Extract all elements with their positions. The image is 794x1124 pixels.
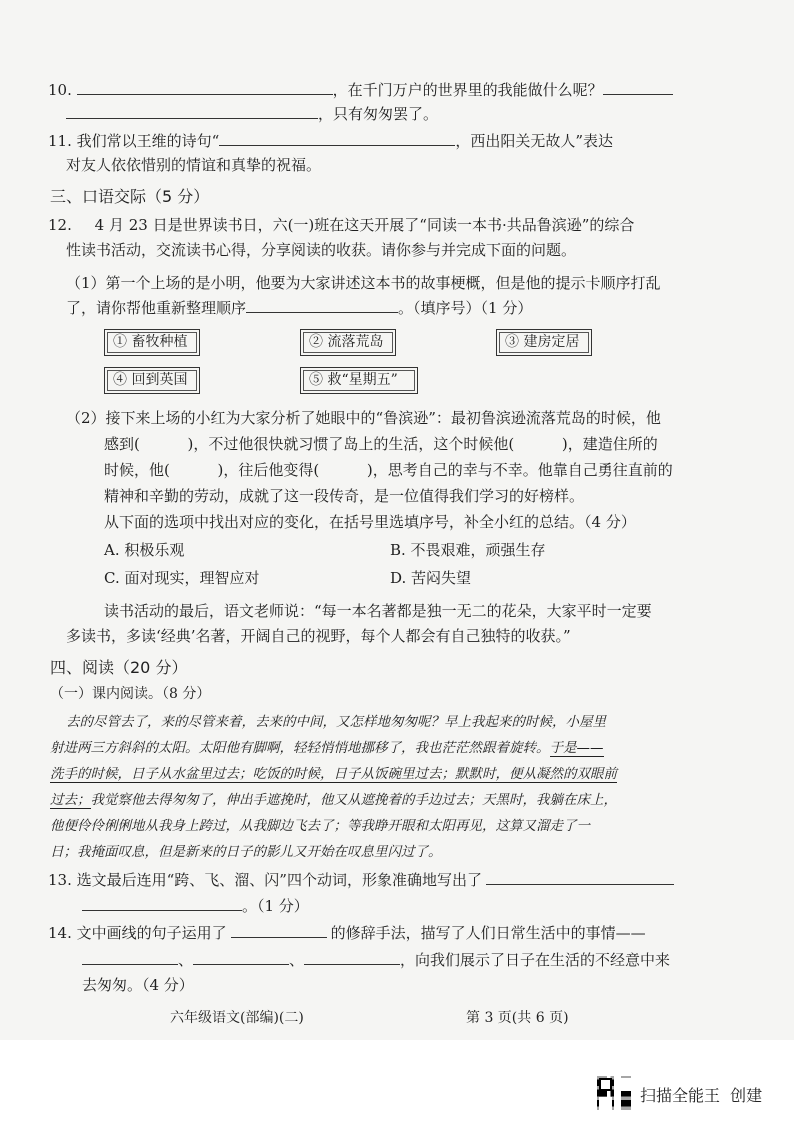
- question-13-line2: [82, 896, 309, 916]
- question-13: [48, 870, 674, 890]
- page-footer-right: 第 3 页(共 6 页): [466, 1010, 569, 1026]
- question-text: 了，请你帮他重新整理顺序: [66, 299, 247, 317]
- underlined-sentence: 过去；: [50, 792, 91, 808]
- question-10: [48, 80, 673, 100]
- passage-line: 过去；我觉察他去得匆匆了，伸出手遮挽时，他又从遮挽着的手边过去；天黑时，我躺在床上，: [50, 792, 617, 808]
- qr-code-icon: [597, 1076, 631, 1110]
- question-text: （1）第一个上场的是小明，他要为大家讲述这本书的故事梗概，但是他的提示卡顺序打乱: [66, 274, 661, 292]
- question-text: 从下面的选项中找出对应的变化，在括号里选填序号，补全小红的总结。（4 分）: [104, 513, 636, 531]
- question-text: 时候，他( )，往后他变得( )，思考自己的幸与不幸。他靠自己勇往直前的: [104, 461, 673, 479]
- answer-blank[interactable]: [486, 871, 674, 885]
- answer-blank[interactable]: [603, 81, 673, 95]
- question-text: 我们常以王维的诗句“: [76, 132, 220, 150]
- question-12-part1-line2: [66, 298, 532, 318]
- choice-a: A. 积极乐观: [104, 541, 185, 559]
- answer-blank[interactable]: [219, 132, 455, 146]
- question-text: 读书活动的最后，语文老师说：“每一本名著都是独一无二的花朵，大家平时一定要: [104, 602, 652, 620]
- question-number: 11.: [48, 132, 72, 150]
- question-text: 4 月 23 日是世界读书日，六(一)班在这天开展了“同读一本书·共品鲁滨逊”的综合: [94, 216, 635, 234]
- underlined-sentence: 洗手的时候，日子从水盆里过去；吃饭的时候，日子从饭碗里过去；默默时，便从凝然的双眼前: [50, 766, 617, 782]
- section-title: 四、阅读（20 分）: [50, 658, 188, 677]
- question-11-line2: 对友人依依惜别的情谊和真挚的祝福。: [66, 156, 322, 174]
- question-text: 选文最后连用“跨、飞、溜、闪”四个动词，形象准确地写出了: [76, 871, 482, 889]
- question-text: ，西出阳关无故人”表达: [455, 132, 613, 150]
- subsection-title: （一）课内阅读。（8 分）: [50, 686, 211, 702]
- answer-blank[interactable]: [246, 299, 398, 313]
- page-footer-left: 六年级语文(部编)(二): [170, 1010, 304, 1026]
- answer-blank[interactable]: [82, 897, 242, 911]
- hint-card: ③ 建房定居: [496, 329, 592, 356]
- question-text: 去匆匆。（4 分）: [82, 976, 194, 994]
- choice-d: D. 苦闷失望: [390, 569, 472, 587]
- answer-blank[interactable]: [304, 951, 400, 965]
- passage-line: [50, 762, 617, 782]
- question-number: 13.: [48, 871, 72, 889]
- question-text: 。（1 分）: [242, 897, 309, 915]
- question-text: 的修辞手法，描写了人们日常生活中的事情——: [330, 924, 646, 942]
- question-10-line2: [66, 104, 438, 124]
- passage-line: 他便伶伶俐俐地从我身上跨过，从我脚边飞去了；等我睁开眼和太阳再见，这算又溜走了一: [50, 818, 590, 834]
- section-title: 三、口语交际（5 分）: [50, 187, 210, 206]
- question-text: ，在千门万户的世界里的我能做什么呢？: [332, 81, 603, 99]
- passage-line: 去的尽管去了，来的尽管来着，去来的中间，又怎样地匆匆呢？早上我起来的时候，小屋里: [66, 714, 606, 730]
- question-number: 14.: [48, 924, 72, 942]
- question-text: ，向我们展示了日子在生活的不经意中来: [400, 951, 671, 969]
- answer-blank[interactable]: [82, 951, 178, 965]
- question-text: 文中画线的句子运用了: [76, 924, 227, 942]
- passage-line: 射进两三方斜斜的太阳。太阳他有脚啊，轻轻悄悄地挪移了，我也茫茫然跟着旋转。于是——: [50, 740, 604, 756]
- hint-card: ② 流落荒岛: [300, 329, 396, 356]
- choice-c: C. 面对现实，理智应对: [104, 569, 260, 587]
- question-text: 多读书，多读‘经典’名著，开阔自己的视野，每个人都会有自己独特的收获。”: [66, 627, 571, 645]
- question-text: 精神和辛勤的劳动，成就了这一段传奇，是一位值得我们学习的好榜样。: [104, 487, 585, 505]
- hint-card: ④ 回到英国: [104, 367, 200, 394]
- answer-blank[interactable]: [193, 951, 289, 965]
- passage-line: 日；我掩面叹息，但是新来的日子的影儿又开始在叹息里闪过了。: [50, 844, 442, 860]
- question-text: （2）接下来上场的小红为大家分析了她眼中的“鲁滨逊”：最初鲁滨逊流落荒岛的时候，他: [66, 409, 661, 427]
- question-text: ，只有匆匆罢了。: [318, 105, 439, 123]
- question-14: [48, 923, 646, 943]
- answer-blank[interactable]: [77, 81, 333, 95]
- answer-blank[interactable]: [66, 105, 318, 119]
- choice-b: B. 不畏艰难，顽强生存: [390, 541, 546, 559]
- answer-blank[interactable]: [231, 924, 327, 938]
- question-text: 感到( )，不过他很快就习惯了岛上的生活，这个时候他( )，建造住所的: [104, 435, 658, 453]
- scanner-watermark: 扫描全能王 创建: [640, 1086, 763, 1105]
- question-text: 。（填序号）（1 分）: [398, 299, 533, 317]
- question-12: [48, 215, 634, 235]
- question-11: [48, 131, 613, 151]
- question-text: 性读书活动，交流读书心得，分享阅读的收获。请你参与并完成下面的问题。: [66, 241, 577, 259]
- question-number: 12.: [48, 216, 72, 234]
- hint-card: ⑤ 救“星期五”: [300, 367, 418, 394]
- hint-card: ① 畜牧种植: [104, 329, 200, 356]
- underlined-sentence: 于是——: [549, 740, 604, 756]
- question-14-line2: 、 、 ，向我们展示了日子在生活的不经意中来: [82, 950, 670, 970]
- question-number: 10.: [48, 81, 72, 99]
